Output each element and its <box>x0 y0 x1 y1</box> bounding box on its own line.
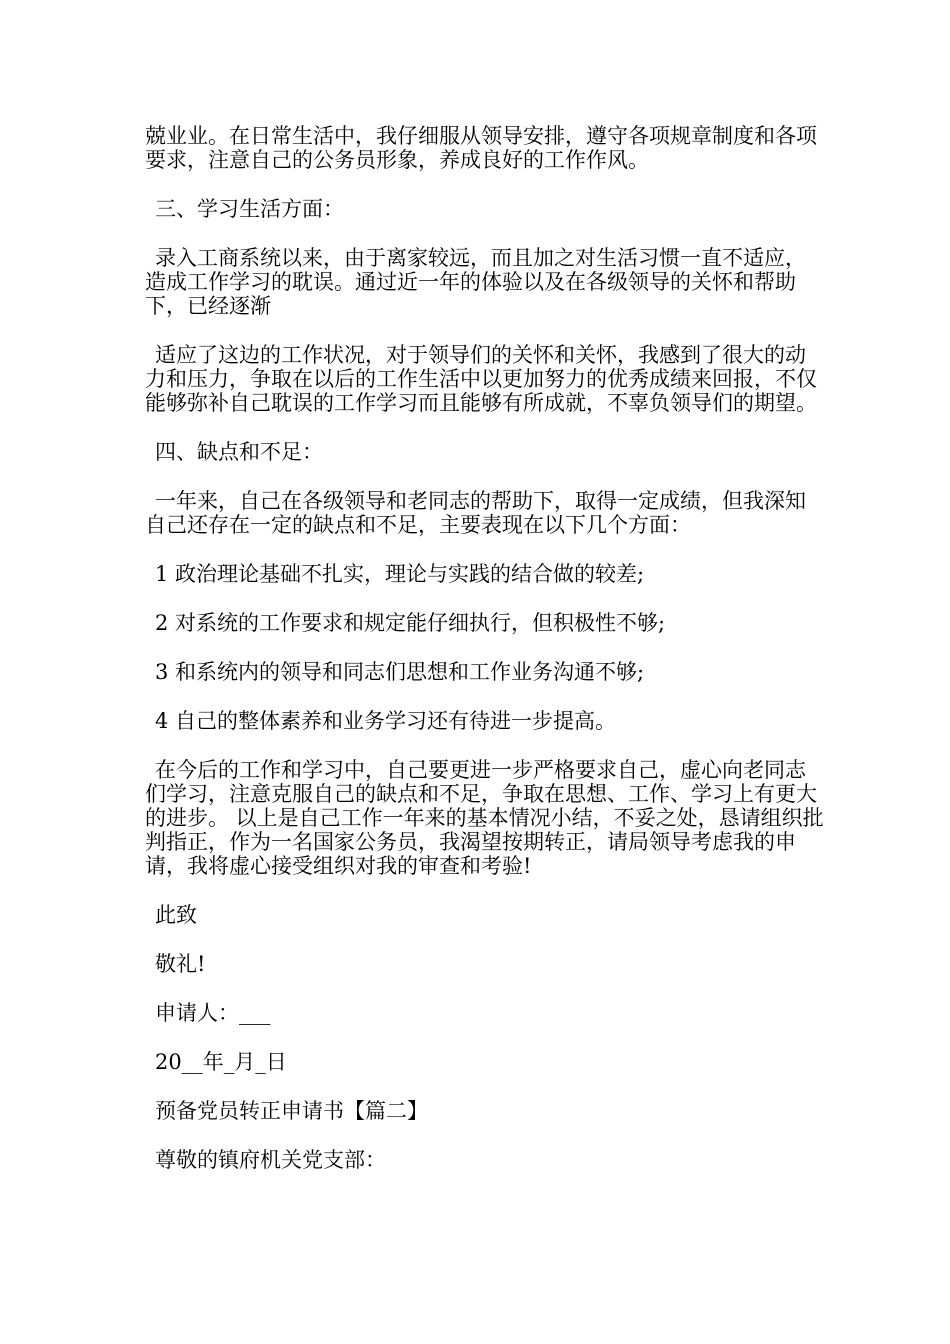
paragraph-study-life-2: 适应了这边的工作状况，对于领导们的关怀和关怀，我感到了很大的动力和压力，争取在以后的工作生活中以更加努力的优秀成绩来回报，不仅能够弥补自己耽误的工作学习而且能够有所成就，不辜负领导们的期望。 <box>145 343 817 415</box>
paragraph-conclusion: 在今后的工作和学习中，自己要更进一步严格要求自己，虚心向老同志们学习，注意克服自己的缺点和不足，争取在思想、工作、学习上有更大的进步。 以上是自己工作一年来的基本情况小结，不妥之处，恳请组织批判指正，作为一名国家公务员，我渴望按期转正，请局领导考虑我的申请，我将虚心接受组织对我的审查和考验! <box>145 758 824 878</box>
shortcoming-item-4: 4 自己的整体素养和业务学习还有待进一步提高。 <box>155 709 617 733</box>
heading-shortcomings: 四、缺点和不足： <box>155 440 323 464</box>
paragraph-shortcomings-intro: 一年来，自己在各级领导和老同志的帮助下，取得一定成绩，但我深知自己还存在一定的缺点和不足，主要表现在以下几个方面： <box>145 489 806 537</box>
shortcoming-item-2: 2 对系统的工作要求和规定能仔细执行，但积极性不够; <box>155 611 666 635</box>
section-title-part-two: 预备党员转正申请书【篇二】 <box>155 1099 428 1123</box>
recipient-greeting: 尊敬的镇府机关党支部： <box>155 1148 386 1172</box>
closing-salutation: 此致 <box>155 903 197 927</box>
heading-study-life: 三、学习生活方面： <box>155 197 344 221</box>
shortcoming-item-1: 1 政治理论基础不扎实，理论与实践的结合做的较差; <box>155 562 645 586</box>
closing-regards: 敬礼! <box>155 952 206 976</box>
paragraph-work-style: 兢业业。在日常生活中，我仔细服从领导安排，遵守各项规章制度和各项要求，注意自己的公务员形象，养成良好的工作作风。 <box>145 124 817 172</box>
paragraph-study-life-1: 录入工商系统以来，由于离家较远，而且加之对生活习惯一直不适应，造成工作学习的耽误。通过近一年的体验以及在各级领导的关怀和帮助下，已经逐渐 <box>145 246 806 318</box>
document-page <box>145 124 825 1197</box>
shortcoming-item-3: 3 和系统内的领导和同志们思想和工作业务沟通不够; <box>155 660 645 684</box>
date-line: 20__年_月_日 <box>155 1050 287 1074</box>
applicant-signature-line: 申请人：___ <box>155 1001 271 1025</box>
